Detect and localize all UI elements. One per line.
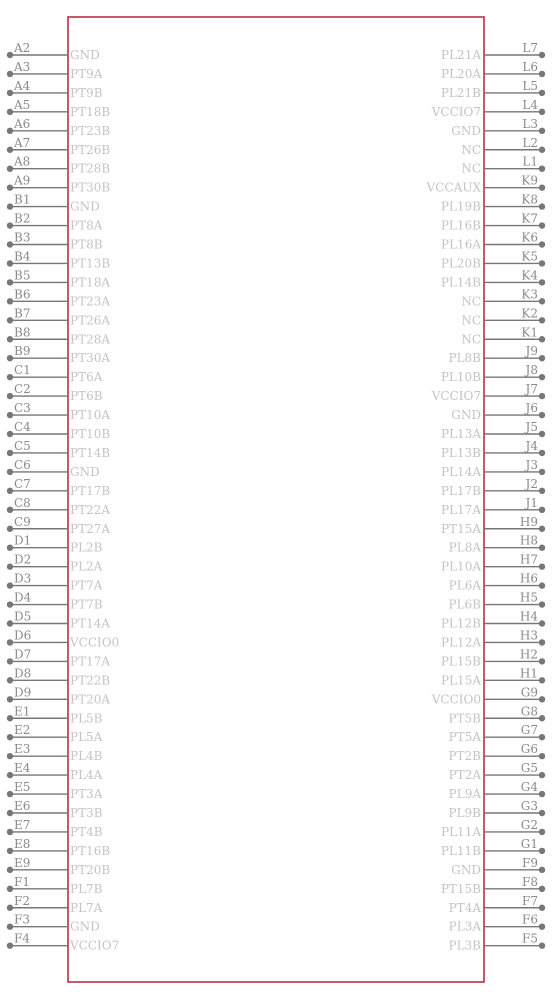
- pin-endpoint-dot: [7, 109, 13, 115]
- pin-endpoint-dot: [7, 393, 13, 399]
- pin-number: F6: [522, 912, 538, 927]
- pin-name: NC: [461, 142, 481, 157]
- pin-number: B3: [14, 230, 31, 245]
- pin-number: D9: [14, 685, 32, 700]
- pin-number: D2: [14, 552, 32, 567]
- pin-endpoint-dot: [7, 488, 13, 494]
- pin-name: PL9A: [448, 787, 481, 802]
- pin-number: A7: [14, 135, 31, 150]
- pin-endpoint-dot: [7, 829, 13, 835]
- pin-name: PL5A: [70, 730, 103, 745]
- pin-name: PT18A: [70, 275, 111, 290]
- pin-number: E6: [14, 799, 31, 813]
- pin-endpoint-dot: [7, 658, 13, 664]
- pin-name: PL3A: [448, 919, 481, 934]
- pin-name: PL13B: [440, 445, 481, 460]
- pin-number: C4: [14, 420, 31, 434]
- pin-name: VCCIO7: [70, 938, 120, 953]
- pin-name: PT10A: [70, 408, 111, 423]
- pin-name: PT20B: [70, 862, 111, 877]
- pin-number: A3: [14, 59, 31, 74]
- pin-name: PL20A: [441, 66, 481, 81]
- pin-endpoint-dot: [539, 753, 545, 759]
- pin-number: C3: [14, 401, 31, 416]
- pin-number: C1: [14, 363, 31, 378]
- pin-endpoint-dot: [7, 526, 13, 532]
- pin-endpoint-dot: [539, 886, 545, 892]
- pin-endpoint-dot: [7, 905, 13, 911]
- component-body: [68, 17, 484, 982]
- pin-number: D4: [14, 590, 32, 605]
- pin-number: D3: [14, 571, 32, 586]
- pin-name: GND: [451, 123, 481, 138]
- pin-endpoint-dot: [539, 317, 545, 323]
- pin-endpoint-dot: [539, 867, 545, 873]
- pin-name: PL7A: [70, 900, 103, 915]
- pin-endpoint-dot: [539, 658, 545, 664]
- pin-name: PL16A: [441, 237, 481, 252]
- pin-name: PL13A: [441, 427, 481, 441]
- pin-endpoint-dot: [539, 128, 545, 134]
- pin-endpoint-dot: [7, 184, 13, 190]
- pin-endpoint-dot: [7, 734, 13, 740]
- pin-name: PT17A: [70, 654, 111, 669]
- pin-endpoint-dot: [539, 147, 545, 153]
- pin-endpoint-dot: [7, 71, 13, 77]
- pin-number: G1: [520, 836, 538, 851]
- pin-endpoint-dot: [539, 260, 545, 266]
- pin-number: K3: [521, 287, 538, 302]
- pin-number: J6: [525, 401, 538, 416]
- pin-endpoint-dot: [7, 90, 13, 96]
- pin-name: PT30B: [70, 180, 111, 195]
- pin-endpoint-dot: [7, 317, 13, 323]
- pin-name: PL21B: [440, 85, 481, 100]
- pin-endpoint-dot: [539, 52, 545, 58]
- pin-endpoint-dot: [7, 412, 13, 418]
- pin-name: PT13B: [70, 256, 111, 271]
- pin-name: PT7A: [70, 578, 103, 593]
- pin-name: PT14A: [70, 616, 111, 631]
- pin-name: PT8B: [70, 237, 103, 252]
- pin-name: PT28A: [70, 332, 111, 347]
- pin-number: A9: [14, 173, 31, 188]
- pin-name: PT9A: [70, 66, 103, 81]
- pin-endpoint-dot: [539, 601, 545, 607]
- pin-endpoint-dot: [7, 507, 13, 513]
- pin-number: J3: [525, 457, 538, 472]
- pin-name: PL2B: [70, 540, 103, 555]
- pin-number: K4: [521, 268, 538, 283]
- pin-name: PT23B: [70, 123, 111, 138]
- pin-endpoint-dot: [539, 469, 545, 475]
- pin-endpoint-dot: [539, 582, 545, 588]
- pin-number: J9: [525, 344, 538, 359]
- pin-endpoint-dot: [7, 601, 13, 607]
- pin-name: PL16B: [440, 218, 481, 233]
- pin-name: PT6B: [70, 389, 103, 404]
- pin-endpoint-dot: [7, 128, 13, 134]
- pin-number: H7: [519, 552, 538, 567]
- pin-number: A2: [14, 41, 31, 55]
- pin-endpoint-dot: [539, 298, 545, 304]
- pin-number: K7: [521, 211, 538, 226]
- pin-endpoint-dot: [539, 336, 545, 342]
- pin-number: E1: [14, 704, 31, 719]
- pin-endpoint-dot: [539, 507, 545, 513]
- pin-number: G9: [520, 685, 538, 700]
- pin-number: F8: [522, 874, 538, 889]
- pin-endpoint-dot: [539, 184, 545, 190]
- pin-number: E3: [14, 742, 31, 757]
- pin-name: PL14A: [441, 464, 481, 479]
- pin-endpoint-dot: [7, 753, 13, 759]
- pin-number: H4: [519, 609, 538, 624]
- pin-number: H3: [519, 628, 538, 643]
- pin-number: L6: [522, 59, 538, 74]
- pin-number: B2: [14, 211, 31, 226]
- pin-name: PL4B: [70, 749, 103, 764]
- pin-number: H1: [519, 666, 538, 681]
- pin-endpoint-dot: [7, 715, 13, 721]
- pin-number: K9: [521, 173, 538, 188]
- pin-name: PL9B: [448, 806, 481, 820]
- pin-name: PL2A: [70, 559, 103, 574]
- pin-name: NC: [461, 161, 481, 176]
- pin-number: D1: [14, 533, 32, 548]
- pin-number: H9: [519, 514, 538, 529]
- pin-name: PT10B: [70, 427, 111, 441]
- pin-endpoint-dot: [539, 734, 545, 740]
- pin-number: J2: [525, 476, 538, 491]
- pin-endpoint-dot: [7, 810, 13, 816]
- pin-number: E2: [14, 723, 31, 738]
- pin-name: PT15B: [440, 881, 481, 896]
- pin-endpoint-dot: [7, 563, 13, 569]
- pin-name: PT27A: [70, 521, 111, 536]
- pin-name: PL12A: [441, 635, 481, 650]
- pin-name: PT30A: [70, 351, 111, 366]
- pin-number: G6: [520, 742, 538, 757]
- pin-name: PT15A: [440, 521, 481, 536]
- pin-endpoint-dot: [7, 166, 13, 172]
- pin-name: PT22B: [70, 673, 111, 688]
- pin-endpoint-dot: [539, 905, 545, 911]
- pin-name: PL17A: [441, 502, 481, 517]
- pin-number: E4: [14, 761, 31, 776]
- pin-endpoint-dot: [539, 791, 545, 797]
- pin-name: PL6B: [448, 597, 481, 612]
- pin-number: B6: [14, 287, 31, 302]
- pin-name: PT4B: [70, 824, 103, 839]
- pin-number: B8: [14, 325, 31, 340]
- pin-number: F9: [522, 855, 538, 870]
- pin-number: K6: [521, 230, 538, 245]
- pin-number: C7: [14, 476, 31, 491]
- pin-name: VCCAUX: [426, 180, 481, 195]
- pin-endpoint-dot: [539, 696, 545, 702]
- pin-number: D8: [14, 666, 32, 681]
- pin-number: C9: [14, 514, 31, 529]
- pin-endpoint-dot: [7, 222, 13, 228]
- pin-name: GND: [451, 408, 481, 423]
- pin-number: G3: [520, 799, 538, 813]
- pin-name: PT22A: [70, 502, 111, 517]
- pin-name: PL15B: [440, 654, 481, 669]
- pin-number: L1: [522, 154, 538, 169]
- pin-name: PL10A: [441, 559, 481, 574]
- pin-endpoint-dot: [7, 469, 13, 475]
- pin-name: PL20B: [440, 256, 481, 271]
- pin-name: PT26B: [70, 142, 111, 157]
- pin-number: F1: [14, 874, 30, 889]
- pin-number: C8: [14, 495, 31, 510]
- pin-name: PT8A: [70, 218, 103, 233]
- pin-name: PL19B: [440, 199, 481, 214]
- pin-endpoint-dot: [539, 924, 545, 930]
- pin-name: PL7B: [70, 881, 103, 896]
- pin-endpoint-dot: [7, 791, 13, 797]
- pin-endpoint-dot: [7, 298, 13, 304]
- pin-number: K5: [521, 249, 538, 264]
- pin-name: GND: [70, 199, 100, 214]
- pin-name: PL12B: [440, 616, 481, 631]
- pin-endpoint-dot: [539, 848, 545, 854]
- pin-endpoint-dot: [7, 336, 13, 342]
- pin-endpoint-dot: [539, 488, 545, 494]
- pin-endpoint-dot: [7, 582, 13, 588]
- pin-endpoint-dot: [539, 222, 545, 228]
- pin-endpoint-dot: [7, 942, 13, 948]
- pin-endpoint-dot: [539, 109, 545, 115]
- pin-endpoint-dot: [7, 147, 13, 153]
- pin-endpoint-dot: [539, 412, 545, 418]
- pin-number: B5: [14, 268, 31, 283]
- pin-number: A4: [14, 78, 31, 93]
- pin-endpoint-dot: [7, 677, 13, 683]
- pin-name: NC: [461, 294, 481, 309]
- pin-name: PT6A: [70, 370, 103, 385]
- pin-name: PT3B: [70, 806, 103, 820]
- pin-name: GND: [70, 919, 100, 934]
- pin-endpoint-dot: [539, 166, 545, 172]
- pin-endpoint-dot: [7, 867, 13, 873]
- pin-endpoint-dot: [539, 203, 545, 209]
- pin-number: J5: [525, 420, 538, 434]
- pin-name: PL5B: [70, 711, 103, 726]
- pin-endpoint-dot: [7, 374, 13, 380]
- pin-number: J1: [525, 495, 538, 510]
- pin-number: K8: [521, 192, 538, 207]
- pin-name: PL3B: [448, 938, 481, 953]
- pin-name: PL8B: [448, 351, 481, 366]
- pin-number: K1: [521, 325, 538, 340]
- pin-name: PL4A: [70, 768, 103, 783]
- pin-name: PL11B: [440, 843, 481, 858]
- pin-number: B1: [14, 192, 31, 207]
- pin-name: PT14B: [70, 445, 111, 460]
- pin-endpoint-dot: [539, 279, 545, 285]
- pin-name: PT20A: [70, 692, 111, 707]
- pin-number: C2: [14, 382, 31, 397]
- pin-endpoint-dot: [539, 677, 545, 683]
- pin-name: PL14B: [440, 275, 481, 290]
- pin-number: B7: [14, 306, 31, 321]
- pin-number: E5: [14, 780, 31, 795]
- pin-name: PT2A: [448, 768, 481, 783]
- pin-endpoint-dot: [539, 639, 545, 645]
- pin-endpoint-dot: [539, 620, 545, 626]
- pin-number: G5: [520, 761, 538, 776]
- pin-endpoint-dot: [7, 355, 13, 361]
- pin-name: PT18B: [70, 104, 111, 119]
- pin-name: PT7B: [70, 597, 103, 612]
- pin-name: VCCIO0: [431, 692, 481, 707]
- pin-endpoint-dot: [7, 696, 13, 702]
- pin-name: PL10B: [440, 370, 481, 385]
- pin-number: J4: [525, 438, 538, 453]
- pin-name: PT3A: [70, 787, 103, 802]
- pin-endpoint-dot: [539, 942, 545, 948]
- pin-endpoint-dot: [539, 355, 545, 361]
- pin-name: GND: [70, 48, 100, 62]
- pin-number: J8: [525, 363, 538, 378]
- pin-name: GND: [70, 464, 100, 479]
- pin-endpoint-dot: [539, 71, 545, 77]
- pin-number: D6: [14, 628, 32, 643]
- pin-endpoint-dot: [7, 620, 13, 626]
- pin-name: PT28B: [70, 161, 111, 176]
- pin-number: A5: [14, 97, 31, 112]
- pin-name: PT5A: [448, 730, 481, 745]
- pin-number: B9: [14, 344, 31, 359]
- pin-endpoint-dot: [7, 241, 13, 247]
- pin-endpoint-dot: [7, 924, 13, 930]
- pin-endpoint-dot: [539, 810, 545, 816]
- pin-endpoint-dot: [7, 431, 13, 437]
- pin-endpoint-dot: [7, 279, 13, 285]
- pin-number: H6: [519, 571, 538, 586]
- pin-name: PL6A: [448, 578, 481, 593]
- pin-number: H8: [519, 533, 538, 548]
- pin-name: PT26A: [70, 313, 111, 328]
- pin-name: PL8A: [448, 540, 481, 555]
- pin-endpoint-dot: [539, 90, 545, 96]
- pin-name: PT17B: [70, 483, 111, 498]
- pin-number: E9: [14, 855, 31, 870]
- pin-name: VCCIO0: [70, 635, 120, 650]
- pin-number: E8: [14, 836, 31, 851]
- pin-endpoint-dot: [7, 545, 13, 551]
- pin-number: F3: [14, 912, 30, 927]
- pin-endpoint-dot: [539, 526, 545, 532]
- pin-endpoint-dot: [539, 431, 545, 437]
- pin-name: GND: [451, 862, 481, 877]
- pin-name: VCCIO7: [431, 389, 481, 404]
- pin-number: L4: [522, 97, 538, 112]
- pin-endpoint-dot: [539, 545, 545, 551]
- pin-name: PT9B: [70, 85, 103, 100]
- pin-number: G4: [520, 780, 538, 795]
- pin-number: E7: [14, 817, 31, 832]
- pin-number: D7: [14, 647, 32, 662]
- pin-endpoint-dot: [539, 829, 545, 835]
- pin-number: G8: [520, 704, 538, 719]
- pin-name: PT4A: [448, 900, 481, 915]
- pin-name: PL15A: [441, 673, 481, 688]
- pin-endpoint-dot: [539, 563, 545, 569]
- pin-number: L3: [522, 116, 538, 131]
- pin-name: PL17B: [440, 483, 481, 498]
- pin-name: PL11A: [441, 824, 481, 839]
- pin-endpoint-dot: [539, 374, 545, 380]
- pin-endpoint-dot: [7, 639, 13, 645]
- pin-number: A6: [14, 116, 31, 131]
- pin-name: PT23A: [70, 294, 111, 309]
- pin-name: NC: [461, 313, 481, 328]
- pin-number: B4: [14, 249, 31, 264]
- pin-endpoint-dot: [539, 715, 545, 721]
- pin-name: VCCIO7: [431, 104, 481, 119]
- pin-number: A8: [14, 154, 31, 169]
- pin-endpoint-dot: [7, 52, 13, 58]
- pin-number: G7: [520, 723, 538, 738]
- pin-endpoint-dot: [7, 260, 13, 266]
- pin-endpoint-dot: [7, 450, 13, 456]
- pin-number: L5: [522, 78, 538, 93]
- pin-number: L2: [522, 135, 538, 150]
- pin-endpoint-dot: [539, 450, 545, 456]
- pin-endpoint-dot: [539, 393, 545, 399]
- pin-endpoint-dot: [539, 772, 545, 778]
- pin-number: L7: [522, 41, 538, 55]
- pin-number: K2: [521, 306, 538, 321]
- pin-name: PL21A: [441, 48, 481, 62]
- pin-name: PT16B: [70, 843, 111, 858]
- pin-name: PT5B: [448, 711, 481, 726]
- pin-endpoint-dot: [7, 848, 13, 854]
- pin-number: F4: [14, 931, 30, 946]
- pin-endpoint-dot: [7, 772, 13, 778]
- pin-endpoint-dot: [7, 203, 13, 209]
- pin-number: F5: [522, 931, 538, 946]
- pin-number: G2: [520, 817, 538, 832]
- pin-number: C6: [14, 457, 31, 472]
- pin-endpoint-dot: [7, 886, 13, 892]
- pin-number: D5: [14, 609, 32, 624]
- pin-number: F7: [522, 893, 538, 908]
- pin-name: PT2B: [448, 749, 481, 764]
- pin-number: F2: [14, 893, 30, 908]
- pin-number: C5: [14, 438, 31, 453]
- pin-endpoint-dot: [539, 241, 545, 247]
- pin-number: H2: [519, 647, 538, 662]
- pin-number: H5: [519, 590, 538, 605]
- pin-number: J7: [525, 382, 538, 397]
- pin-name: NC: [461, 332, 481, 347]
